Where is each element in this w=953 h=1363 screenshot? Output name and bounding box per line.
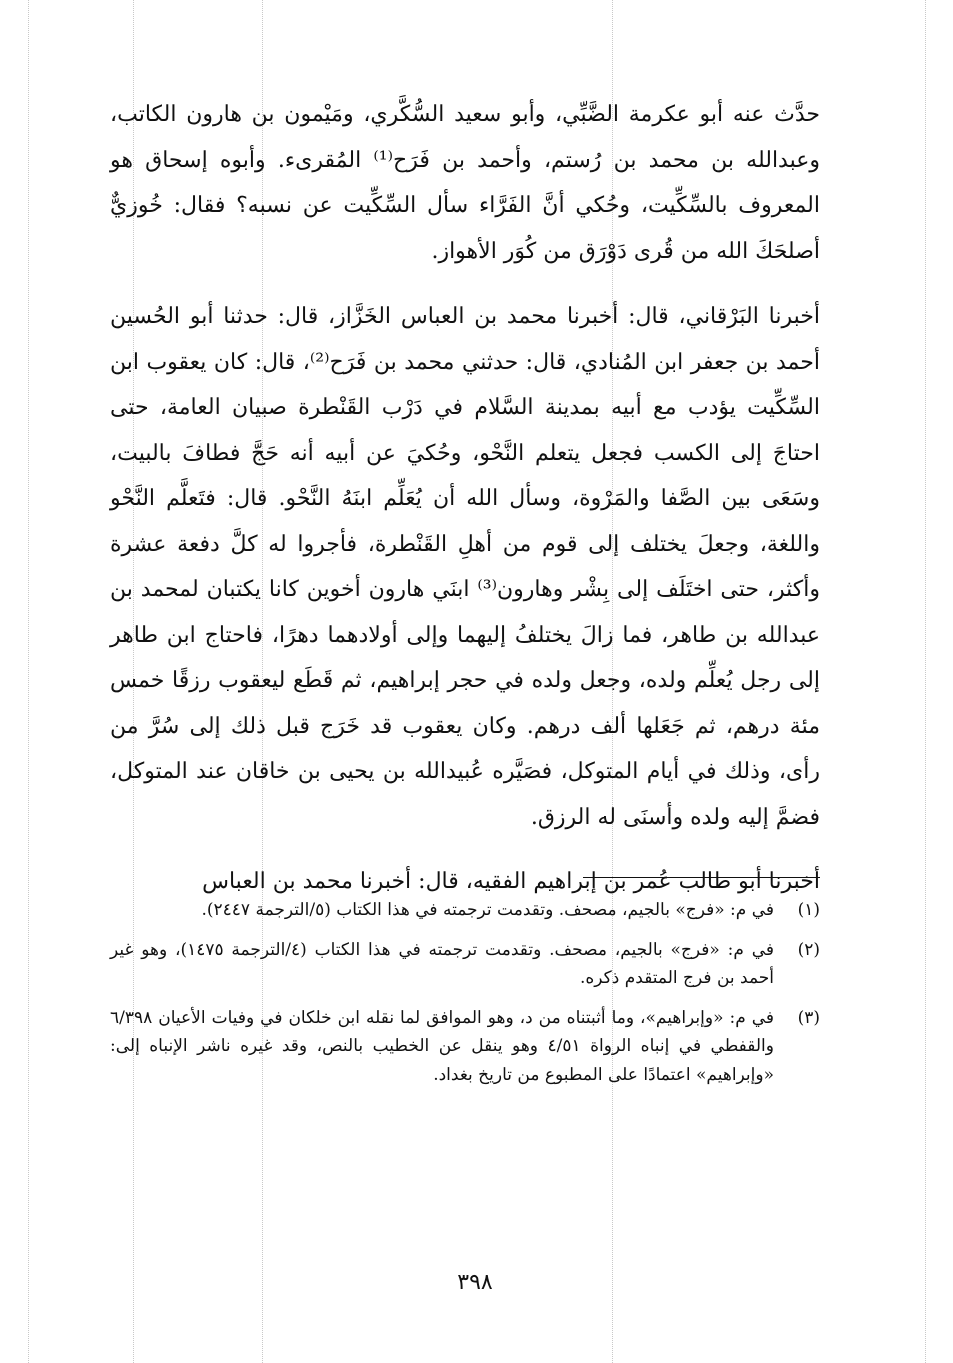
footnote-separator — [583, 877, 820, 878]
footnotes — [110, 896, 820, 1100]
guide-line — [925, 0, 926, 1363]
footnote — [110, 1004, 820, 1090]
main-text — [110, 92, 820, 905]
footnote — [110, 896, 820, 925]
footnote-text: في م: «فرج» بالجيم، مصحف. وتقدمت ترجمته في هذا الكتاب (٥/الترجمة ٢٤٤٧). — [201, 900, 774, 920]
page-number: ٣٩٨ — [457, 1270, 493, 1295]
footnote-text: في م: «فرج» بالجيم، مصحف. وتقدمت ترجمته في هذا الكتاب (٤/الترجمة ١٤٧٥)، وهو غير أحمد بن فرج المتقدم ذكره. — [110, 939, 774, 988]
footnote-number: (٢) — [797, 939, 820, 960]
footnote-text: في م: «وإبراهيم»، وما أثبتناه من د، وهو الموافق لما نقله ابن خلكان في وفيات الأعيان ٦/٣٩٨ والقفطي في إنباه الرواة ٤/٥١ وهو ينقل عن الخطيب بالنص، وقد غيره ناشر الإنباه إلى: «وإبراهيم» اعتمادًا على المطبوع من تاريخ بغداد. — [110, 1007, 774, 1085]
footnote-number: (٣) — [797, 1007, 820, 1028]
paragraph: أخبرنا أبو طالب عُمر بن إبراهيم الفقيه، قال: أخبرنا محمد بن العباس — [202, 869, 820, 894]
paragraph: أخبرنا البَرْقاني، قال: أخبرنا محمد بن العباس الخَزَّاز، قال: حدثنا أبو الحُسين أحمد بن جعفر ابن المُنادي، قال: حدثني محمد بن فَرَح⁽²⁾، قال: كان يعقوب ابن السِّكِّيت يؤدب مع أبيه بمدينة السَّلام في دَرْب القَنْطرة صبيان العامة، حتى احتاجَ إلى الكسب فجعل يتعلم النَّحْو، وحُكيَ عن أبيه أنه حَجَّ فطافَ بالبيت، وسَعَى بين الصَّفا والمَرْوة، وسأل الله أن يُعَلِّم ابنَهُ النَّحْو. قال: فتَعلَّم النَّحْو واللغة، وجعلَ يختلف إلى قوم من أهلِ القَنْطرة، فأجروا له كلَّ دفعة عشرة وأكثر، حتى اختَلَف إلى بِشْر وهارون⁽³⁾ ابنَي هارون أخوين كانا يكتبان لمحمد بن عبدالله بن طاهر، فما زالَ يختلفُ إليهما وإلى أولادهما دهرًا، فاحتاج ابن طاهر إلى رجل يُعلِّم ولده، وجعل ولده في حجر إبراهيم، ثم قَطَع ليعقوب رزقًا خمس مئة درهم، ثم جَعَلها ألف درهم. وكان يعقوب قد خَرَج قبل ذلك إلى سُرَّ من رأى، وذلك في أيام المتوكل، فصَيَّره عُبيدالله بن يحيى بن خاقان عند المتوكل، فضمَّ إليه ولده وأسنَى له الرزق. — [110, 304, 821, 830]
paragraph: حدَّث عنه أبو عكرمة الضَّبِّي، وأبو سعيد السُّكَّري، ومَيْمون بن هارون الكاتب، وعبدالله بن محمد بن رُستم، وأحمد بن فَرَح⁽¹⁾ المُقرىء. وأبوه إسحاق هو المعروف بالسِّكِّيت، وحُكي أنَّ الفَرَّاء سأل السِّكِّيت عن نسبه؟ فقال: خُوزيٌّ أصلحَكَ الله من قُرى دَوْرَق من كُوَر الأهواز. — [110, 102, 820, 264]
footnote-number: (١) — [797, 900, 820, 920]
guide-line — [28, 0, 29, 1363]
footnote — [110, 936, 820, 993]
